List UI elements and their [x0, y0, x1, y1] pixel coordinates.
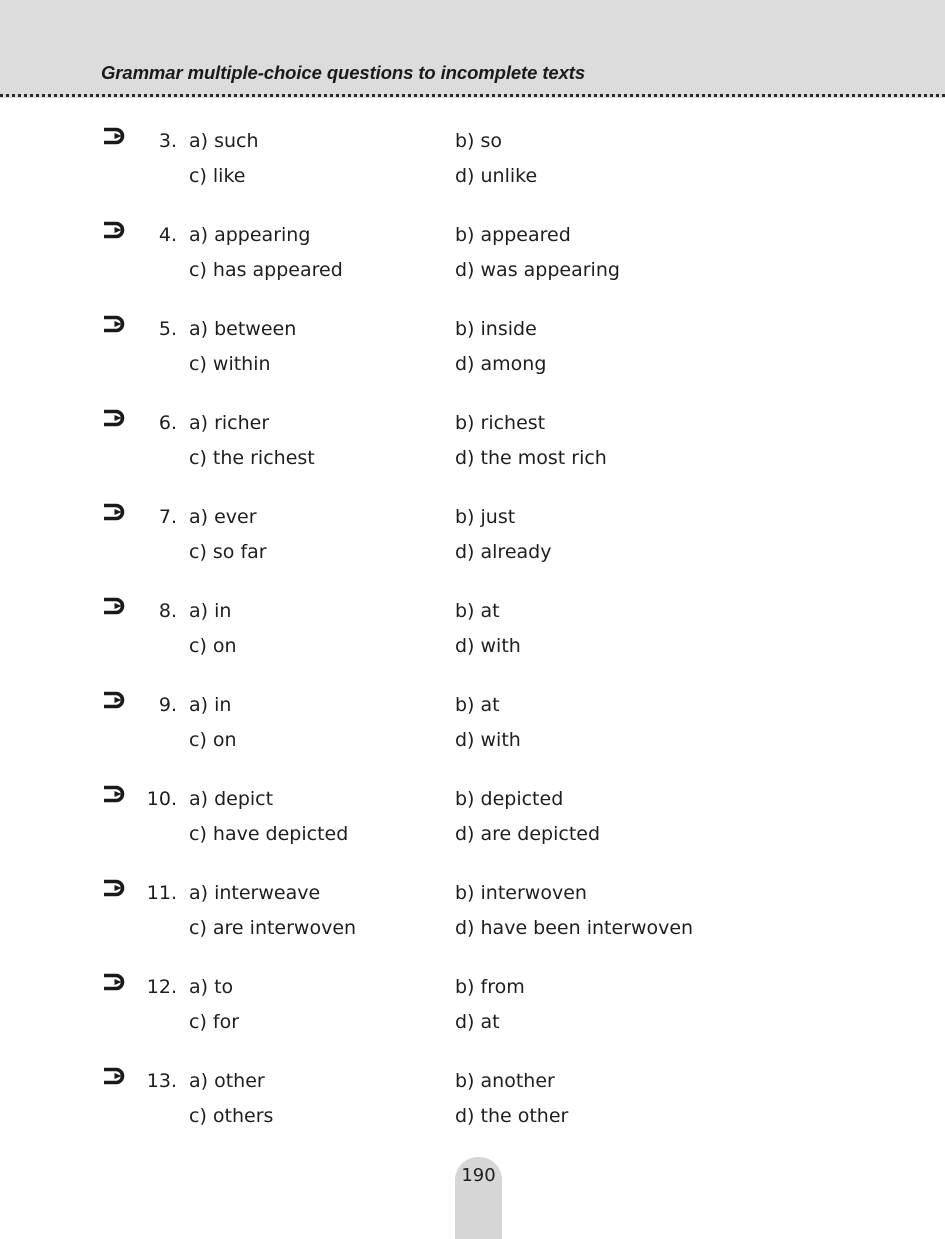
option-a: a) appearing — [189, 224, 311, 246]
option-b: b) so — [455, 130, 503, 152]
option-b: b) another — [455, 1070, 555, 1092]
option-b: b) interwoven — [455, 882, 587, 904]
question-item — [0, 223, 945, 293]
option-d: d) at — [455, 1011, 500, 1033]
arrow-right-icon — [102, 406, 126, 430]
option-a: a) interweave — [189, 882, 321, 904]
arrow-right-icon — [102, 218, 126, 242]
arrow-right-icon — [102, 876, 126, 900]
question-item — [0, 129, 945, 199]
option-d: d) was appearing — [455, 259, 620, 281]
arrow-right-icon — [102, 500, 126, 524]
option-c: c) like — [189, 165, 246, 187]
question-number: 13. — [146, 1070, 177, 1092]
option-c: c) for — [189, 1011, 240, 1033]
option-b: b) depicted — [455, 788, 564, 810]
question-number: 12. — [146, 976, 177, 998]
option-b: b) at — [455, 694, 500, 716]
option-d: d) with — [455, 635, 521, 657]
option-b: b) inside — [455, 318, 537, 340]
option-c: c) so far — [189, 541, 267, 563]
header-dotted-rule — [0, 94, 945, 97]
page-header — [0, 0, 945, 98]
option-c: c) on — [189, 729, 237, 751]
arrow-right-icon — [102, 1064, 126, 1088]
question-number: 3. — [158, 130, 177, 152]
question-item — [0, 881, 945, 951]
page-number-tab — [455, 1157, 502, 1239]
option-a: a) ever — [189, 506, 257, 528]
arrow-right-icon — [102, 312, 126, 336]
option-d: d) the other — [455, 1105, 569, 1127]
arrow-right-icon — [102, 782, 126, 806]
option-c: c) others — [189, 1105, 274, 1127]
option-d: d) are depicted — [455, 823, 601, 845]
option-d: d) have been interwoven — [455, 917, 694, 939]
option-b: b) at — [455, 600, 500, 622]
page-number: 190 — [461, 1165, 496, 1186]
question-item — [0, 787, 945, 857]
option-d: d) the most rich — [455, 447, 607, 469]
option-b: b) just — [455, 506, 516, 528]
question-number: 8. — [158, 600, 177, 622]
question-item — [0, 505, 945, 575]
option-a: a) in — [189, 694, 232, 716]
question-item — [0, 411, 945, 481]
arrow-right-icon — [102, 594, 126, 618]
option-a: a) other — [189, 1070, 265, 1092]
arrow-right-icon — [102, 970, 126, 994]
question-number: 11. — [146, 882, 177, 904]
option-a: a) such — [189, 130, 259, 152]
option-c: c) has appeared — [189, 259, 343, 281]
arrow-right-icon — [102, 124, 126, 148]
option-d: d) already — [455, 541, 552, 563]
option-c: c) have depicted — [189, 823, 349, 845]
question-number: 6. — [158, 412, 177, 434]
option-a: a) depict — [189, 788, 274, 810]
option-a: a) richer — [189, 412, 270, 434]
arrow-right-icon — [102, 688, 126, 712]
option-b: b) richest — [455, 412, 546, 434]
header-title: Grammar multiple-choice questions to incomplete texts — [101, 62, 586, 83]
question-number: 10. — [146, 788, 177, 810]
question-item — [0, 317, 945, 387]
option-a: a) between — [189, 318, 297, 340]
question-number: 5. — [158, 318, 177, 340]
option-c: c) on — [189, 635, 237, 657]
option-d: d) with — [455, 729, 521, 751]
option-b: b) from — [455, 976, 525, 998]
option-a: a) in — [189, 600, 232, 622]
option-c: c) within — [189, 353, 271, 375]
option-c: c) are interwoven — [189, 917, 357, 939]
question-item — [0, 1069, 945, 1139]
question-number: 4. — [158, 224, 177, 246]
option-b: b) appeared — [455, 224, 571, 246]
question-item — [0, 693, 945, 763]
question-item — [0, 975, 945, 1045]
option-a: a) to — [189, 976, 234, 998]
option-d: d) unlike — [455, 165, 538, 187]
option-c: c) the richest — [189, 447, 315, 469]
option-d: d) among — [455, 353, 547, 375]
question-item — [0, 599, 945, 669]
question-number: 7. — [158, 506, 177, 528]
question-number: 9. — [158, 694, 177, 716]
